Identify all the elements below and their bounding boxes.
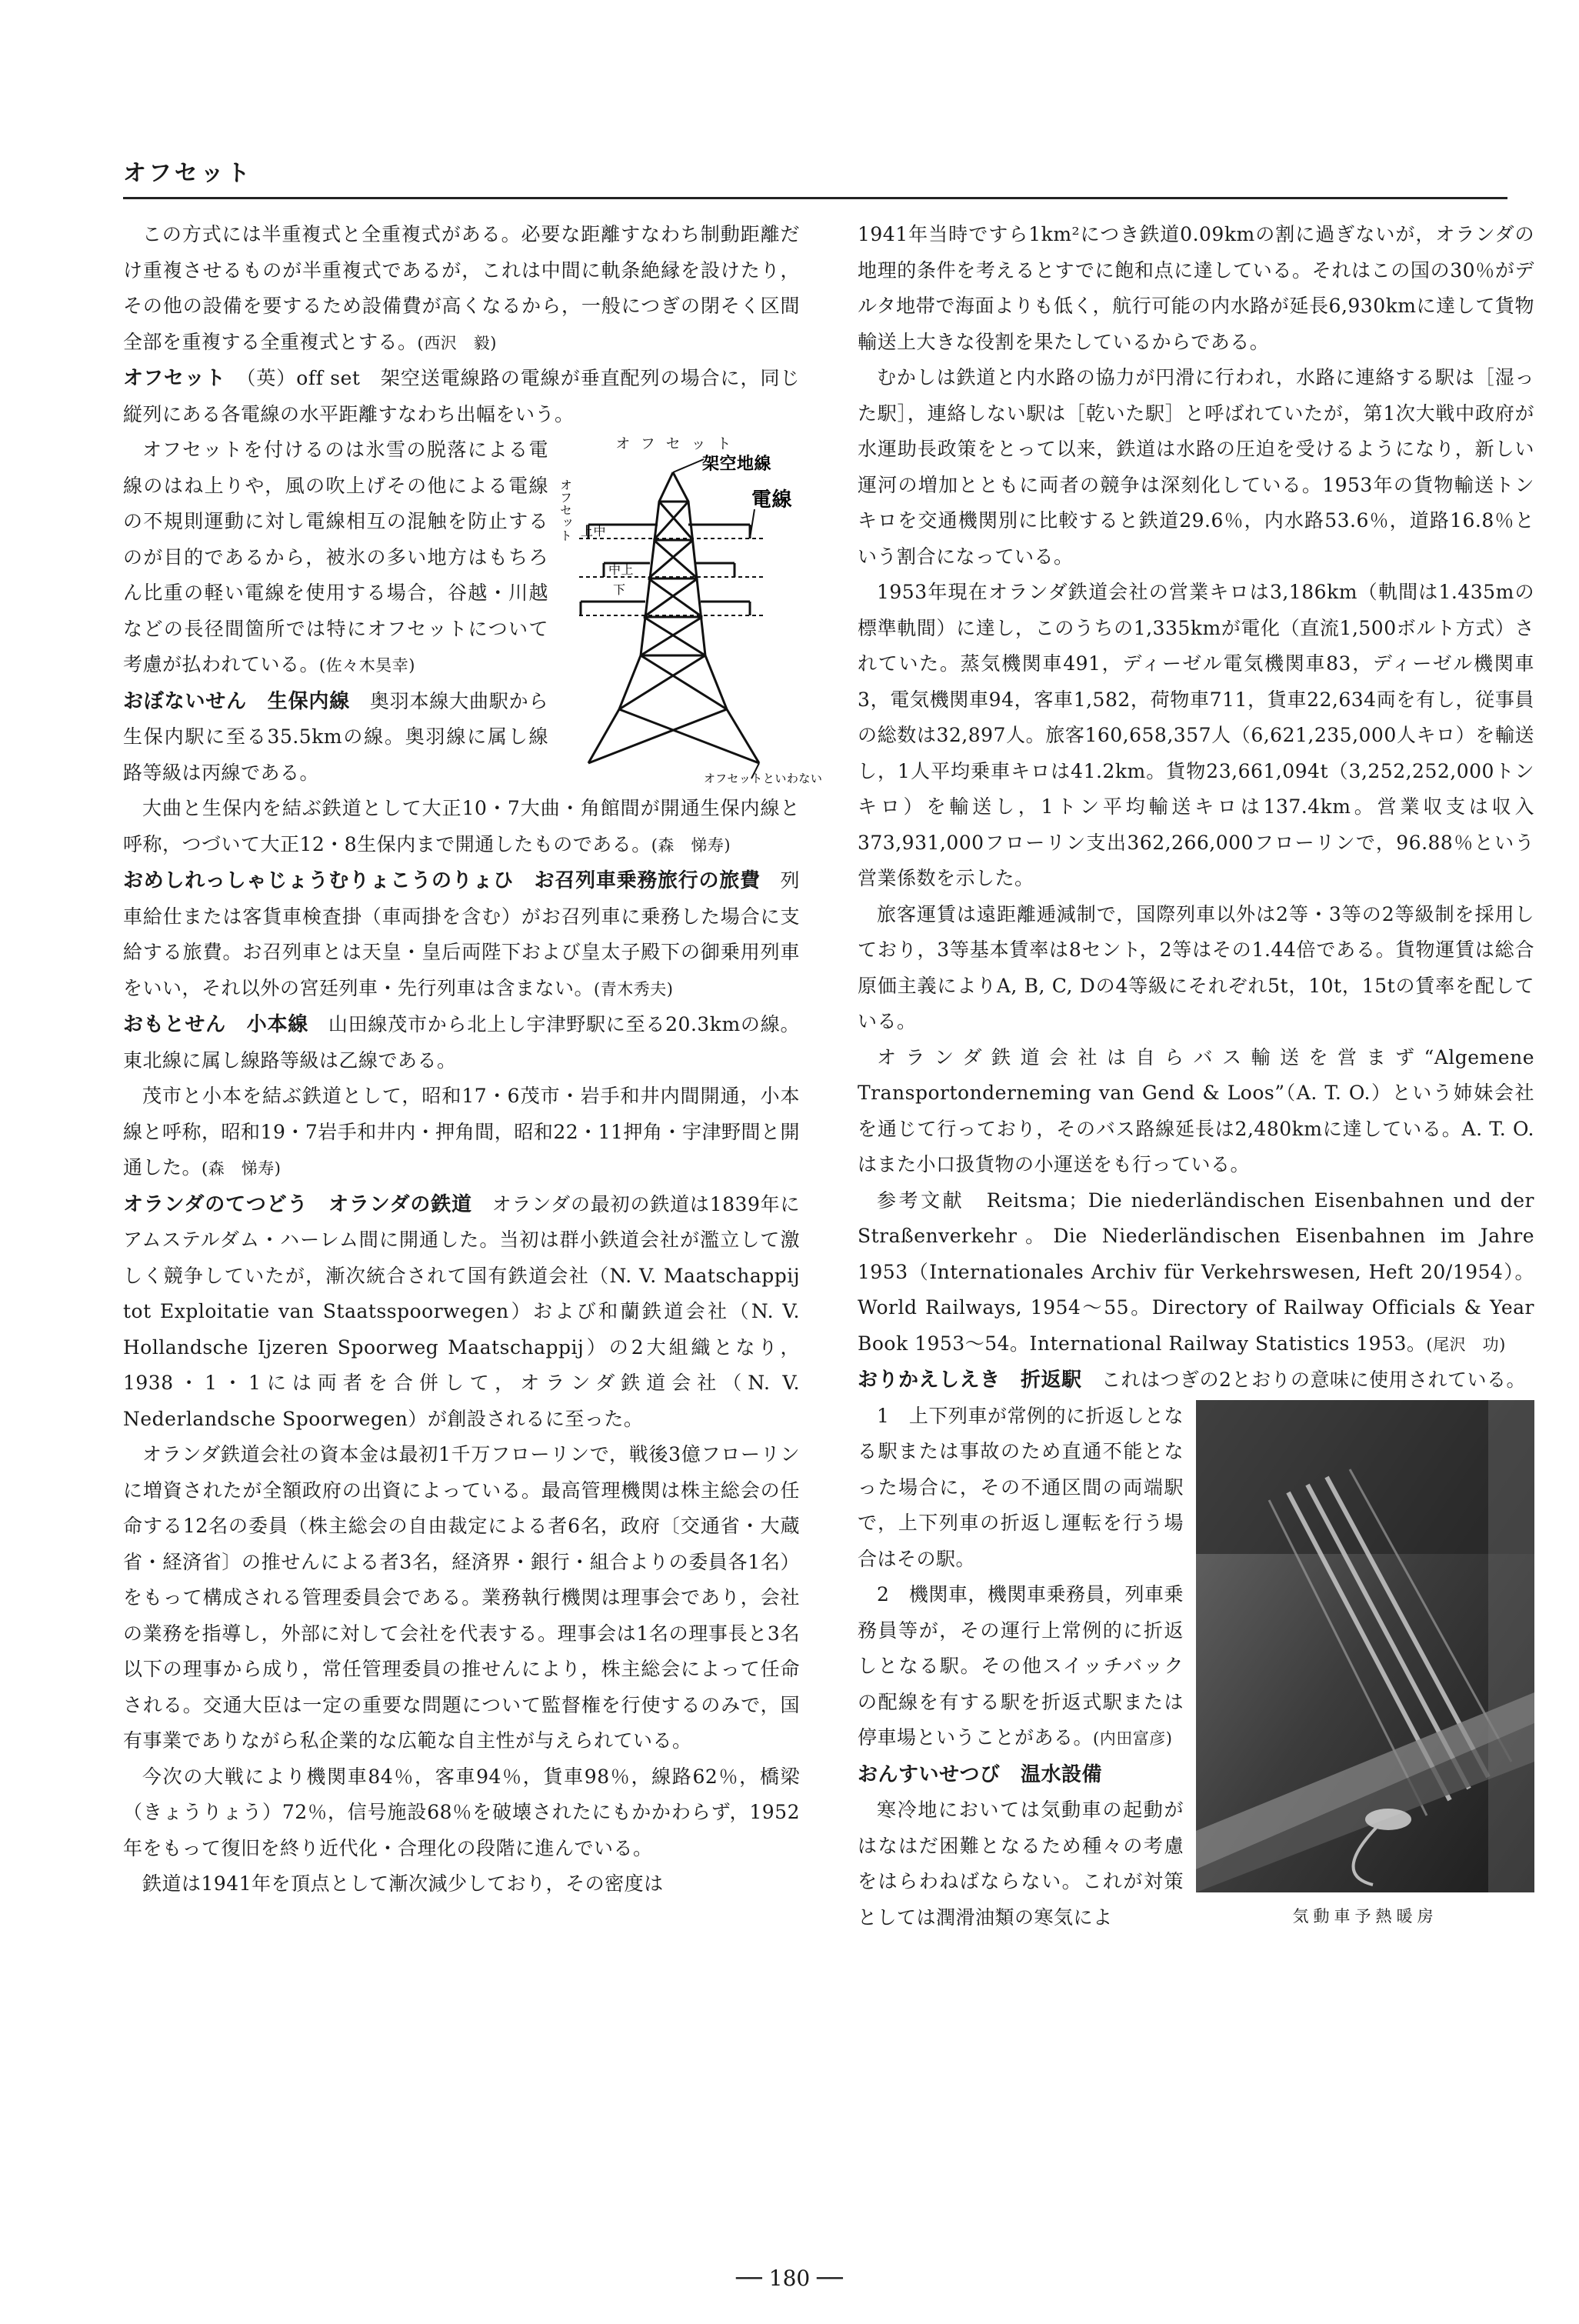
- label-wire: 電線: [751, 488, 793, 512]
- page-number: ── 180 ──: [736, 2266, 843, 2291]
- label-offset-vertical: オフセット: [558, 478, 573, 542]
- entry-obonai: おぼないせん 生保内線 奥羽本線大曲駅から生保内駅に至る35.5kmの線。奥羽線に属し線路等級は丙線である。: [123, 689, 548, 784]
- paragraph: オフセットを付けるのは氷雪の脱落による電線のはね上りや，風の吹上げその他による電線の不規則運動に対し電線相互の混触を防止するのが目的であるから，被氷の多い地方はもちろん比重の軽い電線を使用する場合，谷越・川越などの長径間箇所では特にオフセットについて考慮が払われている。(佐々木昊幸): [123, 438, 548, 675]
- photo-caption: 気動車予熱暖房: [1292, 1906, 1438, 1926]
- paragraph: 茂市と小本を結ぶ鉄道として，昭和17・6茂市・岩手和井内間開通，小本線と呼称，昭和19・7岩手和井内・押角間，昭和22・11押角・宇津野間と開通した。(森 悌寿): [123, 1085, 800, 1179]
- author: (佐々木昊幸): [319, 656, 415, 675]
- transmission-tower-diagram: [558, 455, 823, 786]
- entry-headword: おぼないせん 生保内線: [123, 689, 351, 713]
- entry-omeshi: おめしれっしゃじょうむりょこうのりょひ お召列車乗務旅行の旅費 列車給仕または客貨車検査掛（車両掛を含む）がお召列車に乗務した場合に支給する旅費。お召列車とは天皇・皇后両陛下および皇太子殿下の御乗用列車をいい，それ以外の宮廷列車・先行列車は含まない。(青木秀夫): [123, 869, 800, 999]
- paragraph: 大曲と生保内を結ぶ鉄道として大正10・7大曲・角館間が開通生保内線と呼称，つづいて大正12・8生保内まで開通したものである。(森 悌寿): [123, 797, 800, 855]
- entry-headword: おもとせん 小本線: [123, 1013, 309, 1036]
- photo-figure: [1196, 1400, 1534, 1939]
- label-not-offset: オフセットといわない: [704, 772, 823, 785]
- offset-figure: [558, 432, 823, 786]
- paragraph: オランダ鉄道会社の資本金は最初1千万フローリンで，戦後3億フローリンに増資されたが全額政府の出資によっている。最高管理機関は株主総会の任命する12名の委員（株主総会の自由裁定による者6名，政府〔交通省・大蔵省・経済省〕の推せんによる者3名，経済界・銀行・組合よりの委員各1名）をもって構成される管理委員会である。業務執行機関は理事会であり，会社の業務を指導し，外部に対して会社を代表する。理事会は1名の理事長と3名以下の理事から成り，常任管理委員の推せんにより，株主総会によって任命される。交通大臣は一定の重要な問題について監督権を行使するのみで，国有事業でありながら私企業的な広範な自主性が与えられている。: [123, 1443, 800, 1752]
- list-item: 2 機関車，機関車乗務員，列車乗務員等が，その運行上常例的に折返しとなる駅。その他スイッチバックの配線を有する駅を折返式駅または停車場ということがある。(内田富彦): [858, 1583, 1184, 1749]
- running-header: オフセット: [123, 160, 253, 187]
- entry-orikaeshi: おりかえしえき 折返駅 これはつぎの2とおりの意味に使用されている。: [858, 1369, 1526, 1392]
- entry-oranda: オランダのてつどう オランダの鉄道 オランダの最初の鉄道は1839年にアムステルダム・ハーレム間に開通した。当初は群小鉄道会社が濫立して激しく競争していたが，漸次統合されて国有鉄道会社（N. V. Maatschappij tot Exploitatie van Staatsspoorwegen）および和蘭鉄道会社（N. V. Hollandsche Ijzeren Spoorweg Maatschappij）の2大組織となり，1938・1・1には両者を合併して，オランダ鉄道会社（N. V. Nederlandsche Spoorwegen）が創設されるに至った。: [123, 1192, 800, 1430]
- list-item: 1 上下列車が常例的に折返しとなる駅または事故のため直通不能となった場合に，その不通区間の両端駅で，上下列車の折返し運転を行う場合はその駅。: [858, 1404, 1184, 1570]
- railcar-heating-photo: [1196, 1400, 1534, 1892]
- entry-headword: おんすいせつび 温水設備: [858, 1762, 1103, 1786]
- entry-headword: おりかえしえき 折返駅: [858, 1369, 1082, 1392]
- paragraph: 今次の大戦により機関車84％，客車94％，貨車98％，線路62％，橋梁（きょうりょう）72％，信号施設68％を破壊されたにもかかわらず，1952年をもって復旧を終り近代化・合理化の段階に進んでいる。: [123, 1765, 800, 1859]
- photo-image: [1196, 1400, 1534, 1892]
- figure-caption: オフセット: [615, 435, 742, 452]
- author: (青木秀夫): [594, 979, 674, 999]
- label-lower: 下: [613, 582, 626, 597]
- paragraph: 寒冷地においては気動車の起動がはなはだ困難となるため種々の考慮をはらわねばならない。これが対策としては潤滑油類の寒気によ: [858, 1799, 1184, 1929]
- right-column: [858, 217, 1534, 1939]
- author: (森 悌寿): [202, 1159, 281, 1178]
- header-rule: [123, 197, 1507, 199]
- paragraph: むかしは鉄道と内水路の協力が円滑に行われ，水路に連絡する駅は［湿った駅］，連絡しない駅は［乾いた駅］と呼ばれていたが，第1次大戦中政府が水運助長政策をとって以来，鉄道は水路の圧迫を受けるようになり，新しい運河の増加とともに両者の競争は深刻化している。1953年の貨物輸送トンキロを交通機関別に比較すると鉄道29.6％，内水路53.6％，道路16.8％という割合になっている。: [858, 366, 1534, 568]
- entry-headword: オフセット: [123, 367, 226, 390]
- label-upper: 上中: [581, 524, 607, 538]
- author: (森 悌寿): [651, 835, 731, 855]
- paragraph: 1953年現在オランダ鉄道会社の営業キロは3,186km（軌間は1.435mの標準軌間）に達し，このうちの1,335kmが電化（直流1,500ボルト方式）されていた。蒸気機関車491，ディーゼル電気機関車83，ディーゼル機関車3，電気機関車94，客車1,582，荷物車711，貨車22,634両を有し，従事員の総数は32,897人。旅客160,658,357人（6,621,235,000人キロ）を輸送し，1人平均乗車キロは41.2km。貨物23,661,094t（3,252,252,000トンキロ）を輸送し，1トン平均輸送キロは137.4km。営業収支は収入373,931,000フローリン支出362,266,000フローリンで，96.88％という営業係数を示した。: [858, 581, 1534, 889]
- references: 参考文献 Reitsma；Die niederländischen Eisenbahnen und der Straßenverkehr。Die Niederländischen Eisenbahnen im Jahre 1953（Internationales Archiv für Verkehrswesen, Heft 20/1954）。World Railways, 1954～55。Directory of Railway Officials & Year Book 1953～54。International Railway Statistics 1953。(尾沢 功): [858, 1189, 1534, 1355]
- author: (西沢 毅): [417, 333, 497, 352]
- entry-headword: おめしれっしゃじょうむりょこうのりょひ お召列車乗務旅行の旅費: [123, 869, 761, 892]
- entry-offset: オフセット （英）off set 架空送電線路の電線が垂直配列の場合に，同じ縦列にある各電線の水平距離すなわち出幅をいう。: [123, 367, 800, 425]
- author: (尾沢 功): [1426, 1335, 1506, 1354]
- entry-headword: オランダのてつどう オランダの鉄道: [123, 1192, 472, 1216]
- author: (内田富彦): [1093, 1729, 1173, 1748]
- label-mid: 中上: [608, 562, 635, 577]
- paragraph: この方式には半重複式と全重複式がある。必要な距離すなわち制動距離だけ重複させるものが半重複式であるが，これは中間に軌条絶縁を設けたり，その他の設備を要するため設備費が高くなるから，一般につぎの閉そく区間全部を重複する全重複式とする。(西沢 毅): [123, 223, 800, 353]
- paragraph: 鉄道は1941年を頂点として漸次減少しており，その密度は: [142, 1872, 664, 1895]
- paragraph: 旅客運賃は遠距離逓減制で，国際列車以外は2等・3等の2等級制を採用しており，3等基本賃率は8セント，2等はその1.44倍である。貨物運賃は総合原価主義によりA, B, C, Dの4等級にそれぞれ5t，10t，15tの賃率を配している。: [858, 902, 1534, 1032]
- entry-omoto: おもとせん 小本線 山田線茂市から北上し宇津野駅に至る20.3kmの線。東北線に属し線路等級は乙線である。: [123, 1013, 800, 1072]
- label-ground-wire: 架空地線: [702, 455, 772, 474]
- left-column: [123, 217, 823, 1902]
- paragraph: 1941年当時ですら1km²につき鉄道0.09kmの割に過ぎないが，オランダの地理的条件を考えるとすでに飽和点に達している。それはこの国の30％がデルタ地帯で海面よりも低く，航行可能の内水路が延長6,930kmに達して貨物輸送上大きな役割を果たしているからである。: [858, 223, 1534, 353]
- paragraph: オランダ鉄道会社は自らバス輸送を営まず“Algemene Transportonderneming van Gend & Loos”（A. T. O.）という姉妹会社を通じて行っており，そのバス路線延長は2,480kmに達している。A. T. O.はまた小口扱貨物の小運送をも行っている。: [858, 1045, 1534, 1175]
